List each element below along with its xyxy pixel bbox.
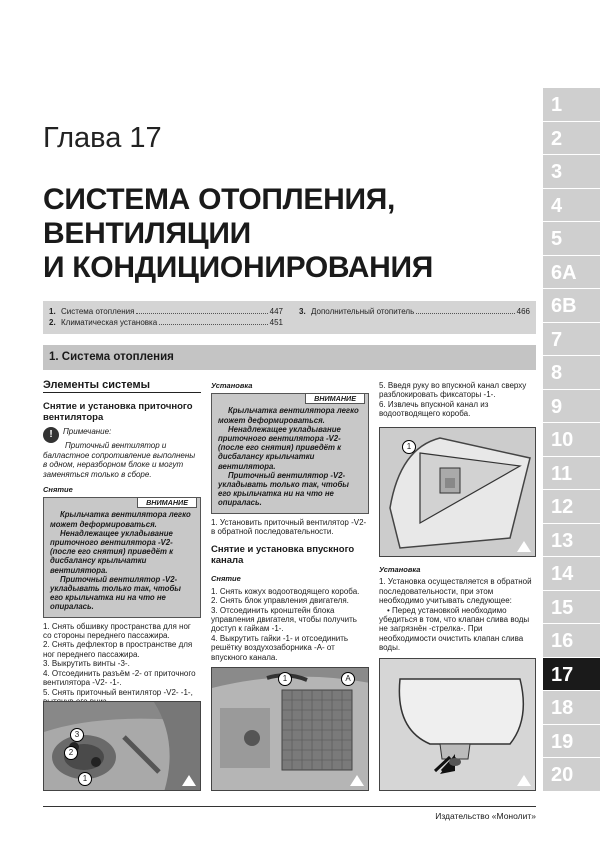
callout-3: 3: [70, 728, 84, 742]
callout-1: 1: [402, 440, 416, 454]
chapter-tab-6b[interactable]: 6B: [543, 289, 600, 323]
drain-valve-photo: [379, 658, 536, 791]
note-text: Приточный вентилятор и балластное сопротивление выполнены в одном, неразборном блоке и могут заменяться только в сборе.: [43, 441, 196, 479]
step: 3. Отсоединить кронштейн блока управления двигателя, чтобы получить доступ к гайкам -1-.: [211, 605, 357, 634]
toc-entry[interactable]: 3. Дополнительный отопитель 466: [299, 307, 530, 316]
logo-icon: [517, 541, 531, 552]
warning-tag: ВНИМАНИЕ: [305, 393, 365, 404]
section-title: 1. Система отопления: [43, 345, 536, 370]
intake-duct-photo: [379, 427, 536, 557]
chapter-tab-8[interactable]: 8: [543, 356, 600, 390]
chapter-tab-18[interactable]: 18: [543, 691, 600, 725]
warning-box: [43, 497, 201, 617]
chapter-tab-15[interactable]: 15: [543, 591, 600, 625]
step: 1. Снять кожух водоотводящего короба.: [211, 586, 360, 596]
title-line: СИСТЕМА ОТОПЛЕНИЯ,: [43, 183, 396, 216]
chapter-tab-19[interactable]: 19: [543, 725, 600, 759]
chapter-tab-10[interactable]: 10: [543, 423, 600, 457]
info-icon: !: [43, 427, 59, 443]
chapter-tab-20[interactable]: 20: [543, 758, 600, 792]
toc-entry[interactable]: 1. Система отопления 447: [49, 307, 283, 316]
toc-entry[interactable]: 2. Климатическая установка 451: [49, 318, 283, 327]
logo-icon: [182, 775, 196, 786]
removal-label: Снятие: [43, 485, 73, 495]
chapter-tabs: [543, 88, 600, 792]
chapter-tab-4[interactable]: 4: [543, 189, 600, 223]
chapter-tab-17[interactable]: 17: [543, 658, 600, 692]
subsection-title: Снятие и установка приточного вентилятора: [43, 401, 193, 424]
callout-1: 1: [278, 672, 292, 686]
warning-text: Приточный вентилятор -V2- укладывать только так, чтобы его крыльчатка ни на что не опиралась.: [50, 574, 181, 612]
chapter-title: [43, 183, 433, 285]
step: 1. Установка осуществляется в обратной последовательности, при этом необходимо учитывать следующее:: [379, 577, 532, 606]
logo-icon: [517, 775, 531, 786]
step: 4. Отсоединить разъём -2- от приточного вентилятора -V2- -1-.: [43, 668, 196, 688]
table-of-contents: [43, 301, 536, 334]
intake-grille-photo: [211, 667, 369, 791]
step: 3. Выкрутить винты -3-.: [43, 659, 130, 669]
step: 6. Извлечь впускной канал из водоотводящего короба.: [379, 399, 489, 419]
callout-1: 1: [78, 772, 92, 786]
chapter-tab-16[interactable]: 16: [543, 624, 600, 658]
chapter-tab-6a[interactable]: 6A: [543, 256, 600, 290]
step: 5. Снять приточный вентилятор -V2- -1-,: [43, 687, 193, 697]
chapter-tab-9[interactable]: 9: [543, 390, 600, 424]
removal-label: Снятие: [211, 574, 241, 584]
warning-box: [211, 393, 369, 513]
install-label: Установка: [211, 381, 253, 390]
chapter-tab-2[interactable]: 2: [543, 122, 600, 156]
chapter-tab-3[interactable]: 3: [543, 155, 600, 189]
chapter-tab-5[interactable]: 5: [543, 222, 600, 256]
install-label: Установка: [379, 565, 421, 574]
logo-icon: [350, 775, 364, 786]
publisher-footer: Издательство «Монолит»: [435, 811, 536, 821]
chapter-tab-7[interactable]: 7: [543, 323, 600, 357]
warning-text: Ненадлежащее укладывание приточного вентилятора -V2- (после его снятия) приведёт к дисбалансу крыльчатки вентилятора.: [218, 424, 342, 471]
fan-location-photo: [43, 701, 201, 791]
column-2: [211, 381, 369, 662]
step: 1. Снять обшивку пространства для ног со стороны переднего пассажира.: [43, 621, 191, 641]
step: 1. Установить приточный вентилятор -V2- в обратной последовательности.: [211, 517, 367, 537]
step: 2. Снять дефлектор в пространстве для ног переднего пассажира.: [43, 640, 193, 659]
chapter-tab-12[interactable]: 12: [543, 490, 600, 524]
column-header: Элементы системы: [43, 381, 201, 393]
warning-text: Крыльчатка вентилятора легко может деформироваться.: [50, 510, 191, 529]
step: 2. Снять блок управления двигателя.: [211, 596, 349, 606]
warning-tag: ВНИМАНИЕ: [137, 497, 197, 508]
column-1: [43, 381, 201, 706]
note-label: Примечание:: [63, 427, 112, 437]
step: 4. Выкрутить гайки -1- и отсоединить решётку воздухозаборника -А- от впускного канала.: [211, 633, 349, 662]
callout-a: A: [341, 672, 355, 686]
footer-divider: [43, 806, 536, 807]
column-3: [379, 381, 536, 419]
title-line: ВЕНТИЛЯЦИИ: [43, 217, 251, 250]
chapter-tab-11[interactable]: 11: [543, 457, 600, 491]
chapter-tab-1[interactable]: 1: [543, 88, 600, 122]
warning-text: Крыльчатка вентилятора легко может деформироваться.: [218, 406, 359, 425]
warning-text: Ненадлежащее укладывание приточного вентилятора -V2- (после его снятия) приведёт к дисбалансу крыльчатки вентилятора.: [50, 528, 174, 575]
warning-text: Приточный вентилятор -V2- укладывать только так, чтобы его крыльчатка ни на что не опиралась.: [218, 470, 349, 508]
subsection-title: Снятие и установка впускного канала: [211, 544, 355, 567]
bullet: • Перед установкой необходимо убедиться в том, что клапан слива воды не загрязнён -стрелка-. При необходимости очистить клапан слива воды.: [379, 605, 530, 653]
callout-2: 2: [64, 746, 78, 760]
column-3-install: [379, 565, 536, 653]
chapter-tab-13[interactable]: 13: [543, 524, 600, 558]
title-line: И КОНДИЦИОНИРОВАНИЯ: [43, 251, 434, 284]
chapter-label: Глава 17: [43, 122, 162, 154]
step: 5. Введя руку во впускной канал сверху разблокировать фиксаторы -1-.: [379, 381, 527, 400]
chapter-tab-14[interactable]: 14: [543, 557, 600, 591]
